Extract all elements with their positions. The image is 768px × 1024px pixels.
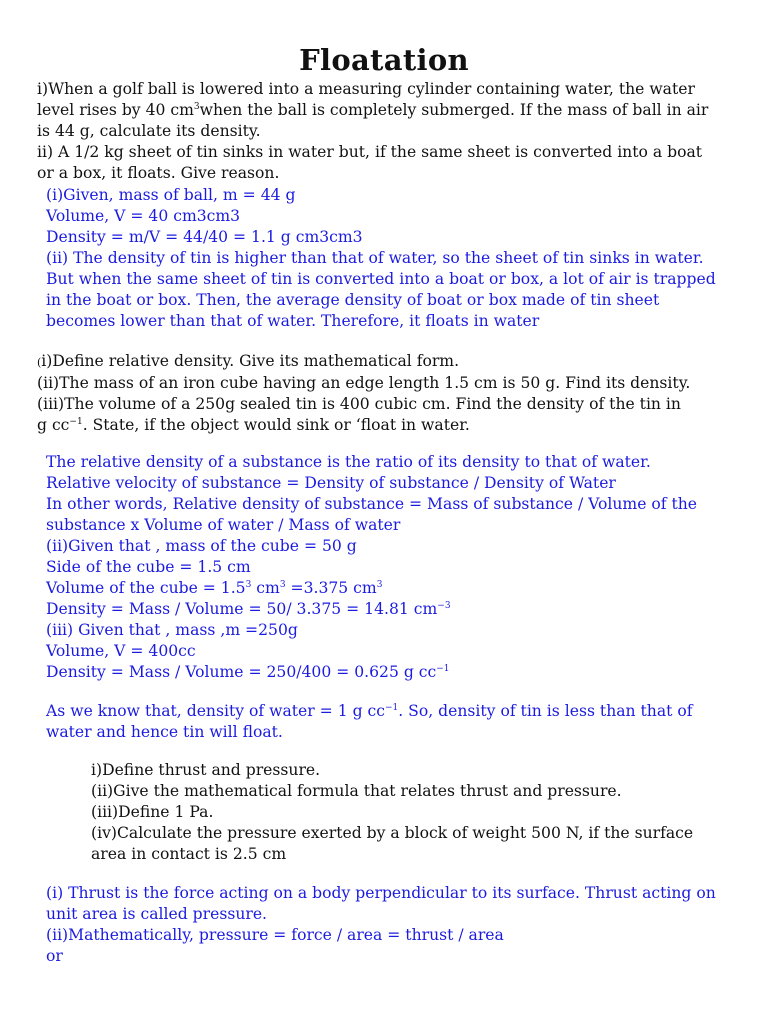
superscript: −1: [436, 663, 450, 674]
answer-line: (ii)Given that , mass of the cube = 50 g: [46, 537, 357, 555]
answer-line: Density = Mass / Volume = 50/ 3.375 = 14.81 $cm^{-3}$: [46, 600, 451, 618]
answer-block-1: [46, 185, 716, 332]
answer-line: But when the same sheet of tin is converted into a boat or box, a lot of air is trapped: [46, 270, 716, 288]
question-block-2: [37, 351, 690, 436]
question-line: (i)Define relative density. Give its mathematical form.: [37, 352, 460, 370]
answer-line: Density = Mass / Volume = 250/400 = 0.625 g $cc^{-1}$: [46, 663, 450, 681]
question-line: ii) A 1/2 kg sheet of tin sinks in water but, if the same sheet is converted into a boat: [37, 143, 703, 161]
question-line: or a box, it floats. Give reason.: [37, 164, 280, 182]
question-line: (iii)Define 1 Pa.: [91, 803, 214, 821]
answer-line: Volume, V = 40 cm3cm3: [46, 207, 241, 225]
question-line: (iii)The volume of a 250g sealed tin is 400 cubic cm. Find the density of the tin in: [37, 395, 681, 413]
question-line: (ii)The mass of an iron cube having an edge length 1.5 cm is 50 g. Find its density.: [37, 374, 691, 392]
answer-line: substance x Volume of water / Mass of water: [46, 516, 401, 534]
answer-line: water and hence tin will float.: [46, 723, 283, 741]
answer-line: The relative density of a substance is the ratio of its density to that of water.: [46, 453, 651, 471]
superscript: 3: [193, 101, 200, 112]
superscript: 3: [245, 579, 252, 590]
answer-line: (ii)Mathematically, pressure = force / area = thrust / area: [46, 926, 504, 944]
question-line: level rises by 40 $cm^3when$ the ball is completely submerged. If the mass of ball in air: [37, 101, 709, 119]
question-block-3: [91, 760, 693, 865]
question-line: is 44 g, calculate its density.: [37, 122, 261, 140]
answer-line: Volume, V = 400cc: [46, 642, 196, 660]
answer-line: unit area is called pressure.: [46, 905, 268, 923]
answer-line: or: [46, 947, 63, 965]
answer-line: Relative velocity of substance = Density of substance / Density of Water: [46, 474, 616, 492]
answer-line: in the boat or box. Then, the average density of boat or box made of tin sheet: [46, 291, 660, 309]
answer-line: As we know that, density of water = 1 g $cc^{-1}$. So, density of tin is less than that of: [46, 702, 693, 720]
superscript: −1: [69, 416, 83, 427]
answer-block-2: [46, 452, 697, 683]
superscript: 3: [376, 579, 383, 590]
answer-line: (ii) The density of tin is higher than that of water, so the sheet of tin sinks in water.: [46, 249, 704, 267]
answer-line: (iii) Given that , mass ,m =250g: [46, 621, 298, 639]
question-line: (iv)Calculate the pressure exerted by a block of weight 500 N, if the surface: [91, 824, 694, 842]
answer-line: Density = m/V = 44/40 = 1.1 g cm3cm3: [46, 228, 363, 246]
question-block-1: [37, 79, 708, 184]
superscript: −3: [437, 600, 451, 611]
answer-line: Volume of the cube = $1.5^3$ $cm^3 =3.375$ $cm^3$: [46, 579, 383, 597]
answer-line: (i)Given, mass of ball, m = 44 g: [46, 186, 296, 204]
answer-line: Side of the cube = 1.5 cm: [46, 558, 251, 576]
question-line: (ii)Give the mathematical formula that relates thrust and pressure.: [91, 782, 622, 800]
question-line: i)When a golf ball is lowered into a measuring cylinder containing water, the water: [37, 80, 695, 98]
conclusion-block: [46, 701, 693, 743]
answer-line: becomes lower than that of water. Therefore, it floats in water: [46, 312, 540, 330]
page-title: Floatation: [299, 43, 469, 77]
answer-block-3: [46, 883, 716, 967]
question-line: g $cc^{-1}$. State, if the object would sink or ‘float in water.: [37, 416, 470, 434]
question-line: area in contact is 2.5 cm: [91, 845, 287, 863]
answer-line: In other words, Relative density of substance = Mass of substance / Volume of the: [46, 495, 698, 513]
answer-line: (i) Thrust is the force acting on a body perpendicular to its surface. Thrust acting on: [46, 884, 716, 902]
superscript: 3: [279, 579, 286, 590]
superscript: −1: [384, 702, 399, 713]
question-line: i)Define thrust and pressure.: [91, 761, 321, 779]
